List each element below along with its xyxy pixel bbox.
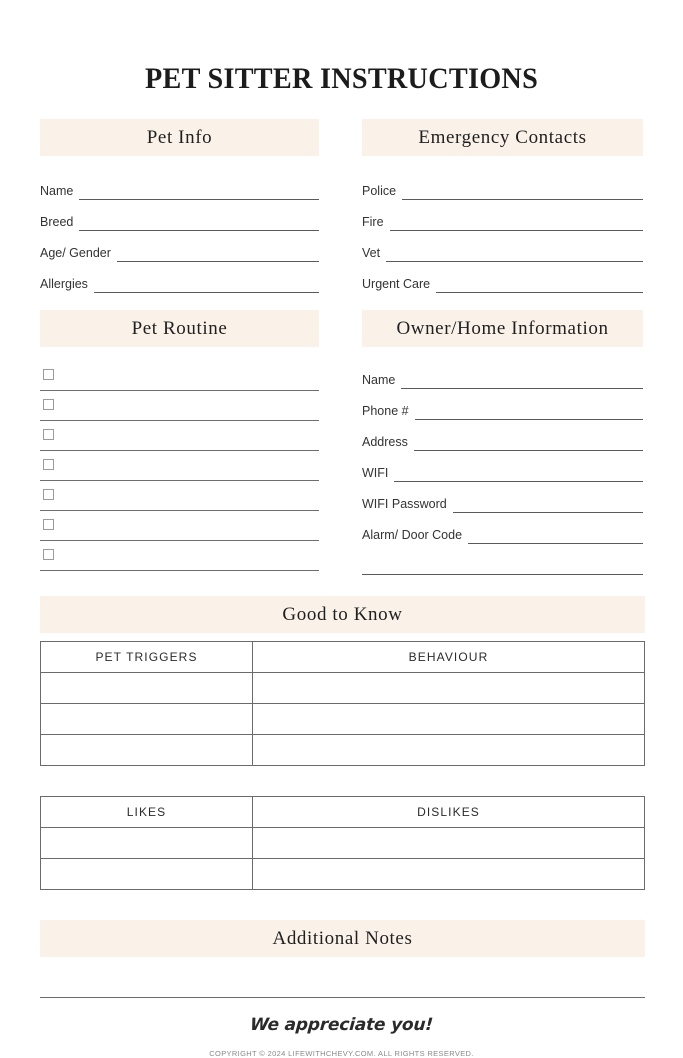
column-header: PET TRIGGERS (41, 642, 253, 673)
field-row[interactable] (40, 262, 319, 293)
field-row[interactable] (362, 200, 643, 231)
field-label: Allergies (40, 276, 88, 291)
table-spacer (40, 766, 643, 796)
table-cell[interactable] (41, 828, 253, 859)
copyright-notice: COPYRIGHT © 2024 LIFEWITHCHEVY.COM. ALL RIGHTS RESERVED. (209, 1049, 474, 1058)
field-label: Fire (362, 214, 384, 229)
additional-notes-heading: Additional Notes (40, 920, 645, 957)
field-input-line[interactable] (390, 229, 643, 231)
field-row[interactable] (40, 200, 319, 231)
field-input-line[interactable] (468, 542, 643, 544)
table-cell[interactable] (253, 859, 645, 890)
field-input-line[interactable] (415, 418, 643, 420)
pet-routine-heading: Pet Routine (40, 310, 319, 347)
field-label: Breed (40, 214, 74, 229)
field-row[interactable] (40, 169, 319, 200)
field-input-line[interactable] (362, 573, 643, 575)
checkbox-icon[interactable] (43, 399, 54, 410)
field-row[interactable] (362, 513, 643, 544)
field-row[interactable] (362, 262, 643, 293)
checkbox-icon[interactable] (43, 489, 54, 500)
field-input-line[interactable] (386, 260, 643, 262)
good-to-know-section (40, 596, 643, 890)
pet-routine-section (40, 310, 319, 575)
field-input-line[interactable] (394, 480, 643, 482)
field-row[interactable] (362, 231, 643, 262)
field-label: WIFI Password (362, 496, 447, 511)
owner-home-information-section (362, 310, 643, 575)
emergency-contacts-heading: Emergency Contacts (362, 119, 643, 156)
checkbox-icon[interactable] (43, 549, 54, 560)
field-input-line[interactable] (79, 198, 319, 200)
table-cell[interactable] (253, 673, 645, 704)
table-cell[interactable] (253, 704, 645, 735)
page-title: PET SITTER INSTRUCTIONS (144, 62, 539, 95)
field-label: Age/ Gender (40, 245, 111, 260)
checkbox-icon[interactable] (43, 459, 54, 470)
field-label: Name (40, 183, 74, 198)
notes-input-line[interactable] (40, 997, 645, 998)
table-cell[interactable] (41, 704, 253, 735)
column-header: LIKES (41, 797, 253, 828)
table-row[interactable] (41, 673, 645, 704)
emergency-contacts-section (362, 119, 643, 293)
list-item[interactable] (40, 421, 319, 451)
field-input-line[interactable] (453, 511, 643, 513)
field-input-line[interactable] (436, 291, 643, 293)
field-row[interactable] (40, 231, 319, 262)
field-row[interactable] (362, 544, 643, 575)
field-label: Police (362, 183, 397, 198)
pet-info-section (40, 119, 319, 293)
field-label: Address (362, 434, 408, 449)
field-row[interactable] (362, 389, 643, 420)
list-item[interactable] (40, 541, 319, 571)
pet-routine-list (40, 361, 319, 571)
checkbox-icon[interactable] (43, 519, 54, 530)
field-input-line[interactable] (94, 291, 319, 293)
list-item[interactable] (40, 391, 319, 421)
likes-dislikes-table (40, 796, 645, 890)
field-row[interactable] (362, 451, 643, 482)
table-row[interactable] (41, 859, 645, 890)
owner-home-fields (362, 358, 643, 575)
field-input-line[interactable] (402, 198, 643, 200)
owner-home-information-heading: Owner/Home Information (362, 310, 643, 347)
table-header-row (41, 642, 645, 673)
row-routine-owner (40, 310, 643, 575)
pet-triggers-table (40, 641, 645, 766)
pet-info-fields (40, 169, 319, 293)
list-item[interactable] (40, 481, 319, 511)
field-input-line[interactable] (414, 449, 643, 451)
table-cell[interactable] (253, 828, 645, 859)
good-to-know-heading: Good to Know (40, 596, 645, 633)
table-header-row (41, 797, 645, 828)
field-input-line[interactable] (117, 260, 319, 262)
checkbox-icon[interactable] (43, 429, 54, 440)
row-pet-info-emergency (40, 119, 643, 293)
column-header: BEHAVIOUR (253, 642, 645, 673)
list-item[interactable] (40, 361, 319, 391)
field-input-line[interactable] (79, 229, 319, 231)
footer (40, 1015, 643, 1058)
table-cell[interactable] (253, 735, 645, 766)
field-label: WIFI (362, 465, 389, 480)
field-label: Name (362, 372, 396, 387)
table-row[interactable] (41, 735, 645, 766)
emergency-contacts-fields (362, 169, 643, 293)
field-label: Urgent Care (362, 276, 431, 291)
table-row[interactable] (41, 828, 645, 859)
field-label: Alarm/ Door Code (362, 527, 463, 542)
table-row[interactable] (41, 704, 645, 735)
field-input-line[interactable] (401, 387, 643, 389)
table-cell[interactable] (41, 673, 253, 704)
thank-you-message: We appreciate you! (249, 1015, 434, 1035)
field-label: Phone # (362, 403, 409, 418)
field-row[interactable] (362, 420, 643, 451)
additional-notes-section (40, 920, 643, 998)
list-item[interactable] (40, 451, 319, 481)
field-row[interactable] (362, 169, 643, 200)
field-label: Vet (362, 245, 381, 260)
list-item[interactable] (40, 511, 319, 541)
column-header: DISLIKES (253, 797, 645, 828)
table-cell[interactable] (41, 735, 253, 766)
field-row[interactable] (362, 358, 643, 389)
table-cell[interactable] (41, 859, 253, 890)
pet-info-heading: Pet Info (40, 119, 319, 156)
field-row[interactable] (362, 482, 643, 513)
checkbox-icon[interactable] (43, 369, 54, 380)
